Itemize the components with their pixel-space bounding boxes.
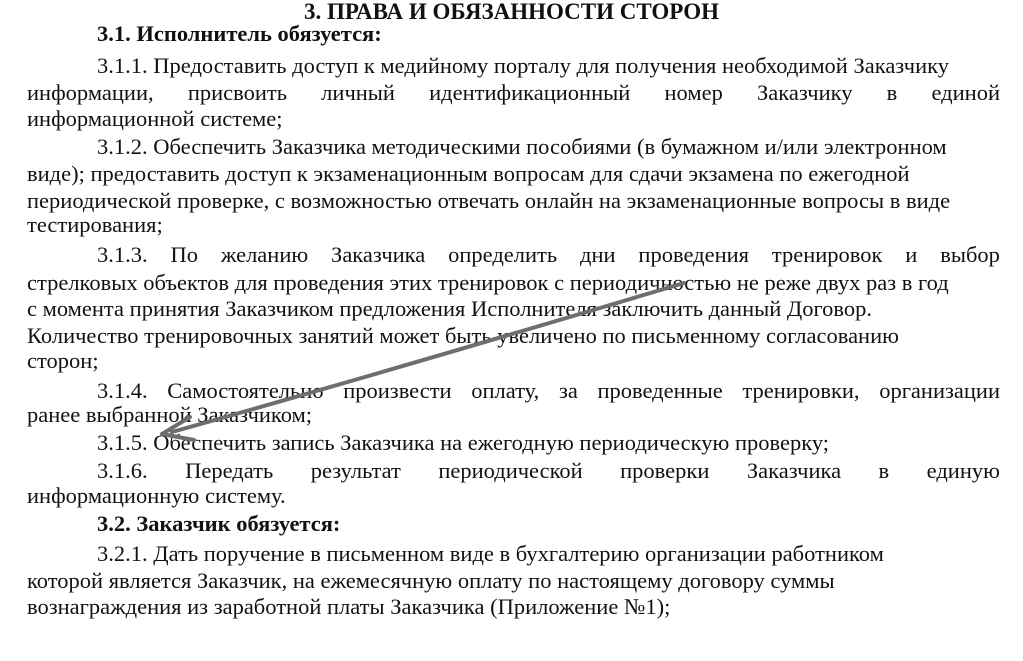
word: тренировок [771, 242, 883, 267]
word: единую [926, 458, 1000, 483]
paragraph-3-1-1-line-2 [27, 80, 1000, 106]
word: оплату, [471, 378, 540, 403]
word: желанию [220, 242, 309, 267]
word: тренировки, [742, 378, 860, 403]
word: определить [448, 242, 558, 267]
word: присвоить [187, 80, 287, 105]
paragraph-3-1-6-line-2: информационную систему. [27, 483, 286, 508]
word: проведения [638, 242, 749, 267]
section-title: 3. ПРАВА И ОБЯЗАННОСТИ СТОРОН [304, 0, 719, 24]
word: в [878, 458, 890, 483]
paragraph-3-1-3-line-3: с момента принятия Заказчиком предложения Исполнителя заключить данный Договор. [27, 296, 873, 321]
paragraph-3-1-2-line-4: тестирования; [27, 212, 163, 237]
paragraph-3-1-2-line-3: периодической проверке, с возможностью отвечать онлайн на экзаменационные вопросы в виде [27, 188, 951, 213]
paragraph-3-1-2-line-1: 3.1.2. Обеспечить Заказчика методическими пособиями (в бумажном и/или электронном [97, 134, 947, 159]
word: в [886, 80, 898, 105]
paragraph-3-1-6-line-1 [97, 458, 1000, 484]
paragraph-3-2-1-line-1: 3.2.1. Дать поручение в письменном виде в бухгалтерию организации работником [97, 541, 884, 566]
paragraph-3-1-3-line-2: стрелковых объектов для проведения этих тренировок с периодичностью не реже двух раз в год [27, 270, 949, 295]
paragraph-3-1-1-line-1 [97, 53, 1000, 79]
word: 3.1.3. [97, 242, 148, 267]
paragraph-3-1-3-line-4: Количество тренировочных занятий может быть увеличено по письменному согласованию [27, 323, 899, 348]
paragraph-3-1-3-line-5: сторон; [27, 348, 99, 373]
word: Передать [185, 458, 274, 483]
word: периодической [438, 458, 583, 483]
word: 3.1.4. [97, 378, 148, 403]
word: организации [879, 378, 1000, 403]
word: идентификационный [429, 80, 631, 105]
paragraph-3-1-1-line-3: информационной системе; [27, 106, 283, 131]
word: за [558, 378, 578, 403]
word: и [905, 242, 918, 267]
paragraph-3-2-1-line-2: которой является Заказчик, на ежемесячную оплату по настоящему договору суммы [27, 568, 835, 593]
word: Заказчика [331, 242, 426, 267]
paragraph-3-1-4-line-2: ранее выбранной Заказчиком; [27, 402, 313, 427]
word: дни [580, 242, 616, 267]
word: выбор [940, 242, 1000, 267]
word: Заказчику [757, 80, 853, 105]
paragraph-3-1-5-line-1: 3.1.5. Обеспечить запись Заказчика на ежегодную периодическую проверку; [97, 430, 830, 455]
text-run: 3.1.1. Предоставить доступ к медийному порталу для получения необходимой Заказчику [97, 53, 949, 78]
word: Самостоятельно [167, 378, 324, 403]
word: результат [310, 458, 401, 483]
paragraph-3-1-4-line-1 [97, 378, 1000, 404]
word: проверки [620, 458, 710, 483]
word: единой [931, 80, 1000, 105]
word: По [170, 242, 198, 267]
paragraph-3-1-2-line-2: виде); предоставить доступ к экзаменационным вопросам для сдачи экзамена по ежегодной [27, 161, 910, 186]
word: 3.1.6. [97, 458, 148, 483]
heading-3-1: 3.1. Исполнитель обязуется: [97, 21, 382, 46]
paragraph-3-1-3-line-1 [97, 242, 1000, 268]
word: произвести [343, 378, 452, 403]
word: номер [664, 80, 723, 105]
paragraph-3-2-1-line-3: вознаграждения из заработной платы Заказчика (Приложение №1); [27, 594, 671, 619]
word: Заказчика [746, 458, 842, 483]
word: личный [321, 80, 395, 105]
heading-3-2: 3.2. Заказчик обязуется: [97, 511, 341, 536]
word: проведенные [597, 378, 723, 403]
word: информации, [27, 80, 154, 105]
